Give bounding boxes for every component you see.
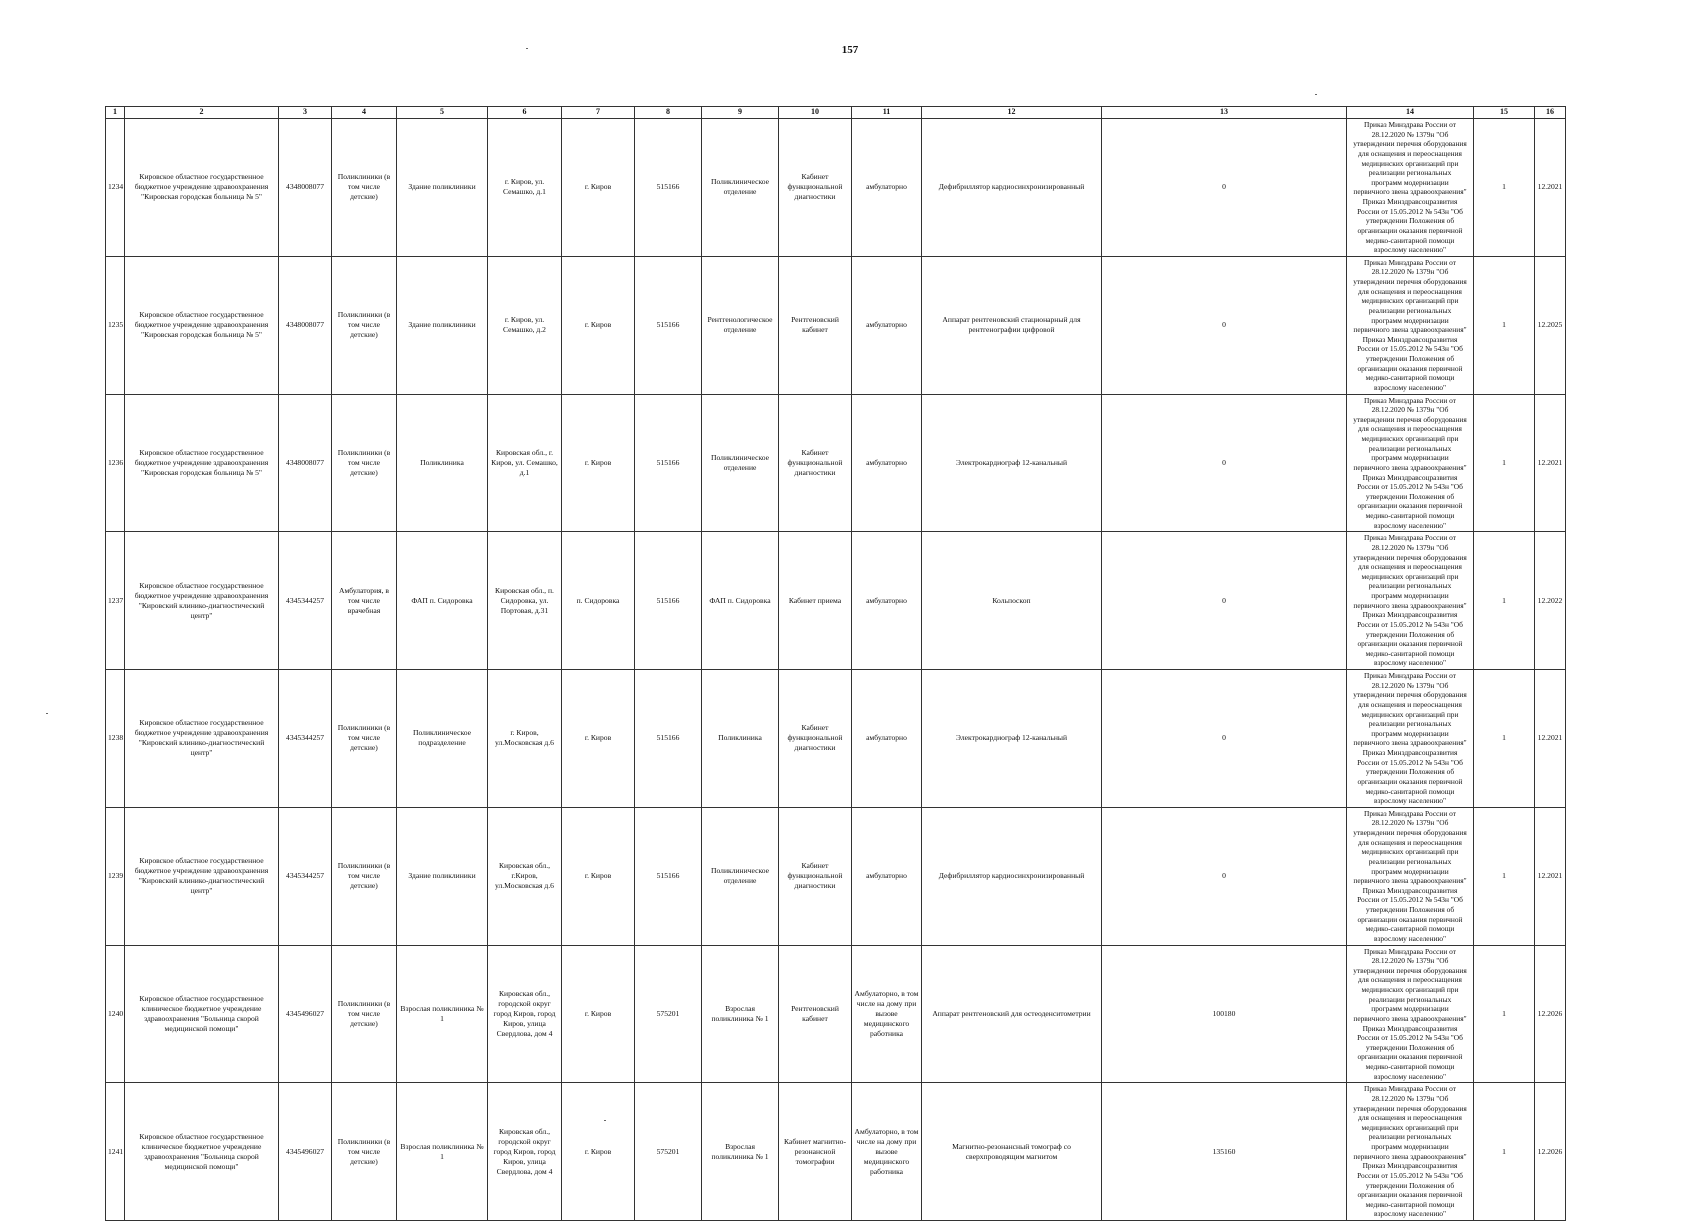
room-cell: Кабинет приема xyxy=(779,532,852,670)
quantity-cell: 0 xyxy=(1102,670,1347,808)
organization-cell: Кировское областное государственное бюджетное учреждение здравоохранения "Кировский клинико-диагностический центр" xyxy=(125,532,279,670)
count-cell: 1 xyxy=(1474,1083,1535,1221)
legal-basis-cell: Приказ Минздрава России от 28.12.2020 № 1379н "Об утверждении перечня оборудования для оснащения и переоснащения медицинских организаций при реализации региональных программ модернизации первичного звена здравоохранения" Приказ Минздравсоцразвития России от 15.05.2012 № 543н "Об утверждении Положения об организации оказания первичной медико-санитарной помощи взрослому населению" xyxy=(1347,256,1474,394)
table-row xyxy=(106,394,1566,532)
quantity-cell: 135160 xyxy=(1102,1083,1347,1221)
code-cell: 515166 xyxy=(635,532,702,670)
date-cell: 12.2022 xyxy=(1535,532,1566,670)
quantity-cell: 0 xyxy=(1102,119,1347,257)
inn-cell: 4348008077 xyxy=(279,256,332,394)
address-cell: Кировская обл., городской округ город Киров, город Киров, улица Свердлова, дом 4 xyxy=(488,945,562,1083)
inn-cell: 4348008077 xyxy=(279,394,332,532)
scan-speck xyxy=(46,713,48,714)
legal-basis-cell: Приказ Минздрава России от 28.12.2020 № 1379н "Об утверждении перечня оборудования для оснащения и переоснащения медицинских организаций при реализации региональных программ модернизации первичного звена здравоохранения" Приказ Минздравсоцразвития России от 15.05.2012 № 543н "Об утверждении Положения об организации оказания первичной медико-санитарной помощи взрослому населению" xyxy=(1347,1083,1474,1221)
equipment-cell: Дефибриллятор кардиосинхронизированный xyxy=(922,807,1102,945)
building-cell: Здание поликлиники xyxy=(397,119,488,257)
column-header-6: 6 xyxy=(488,107,562,119)
code-cell: 515166 xyxy=(635,670,702,808)
column-header-2: 2 xyxy=(125,107,279,119)
date-cell: 12.2026 xyxy=(1535,945,1566,1083)
table-header xyxy=(106,107,1566,119)
building-cell: ФАП п. Сидоровка xyxy=(397,532,488,670)
column-header-7: 7 xyxy=(562,107,635,119)
page-number: 157 xyxy=(841,44,859,56)
date-cell: 12.2021 xyxy=(1535,807,1566,945)
care-form-cell: амбулаторно xyxy=(852,670,922,808)
equipment-cell: Магнитно-резонансный томограф со сверхпроводящим магнитом xyxy=(922,1083,1102,1221)
facility-type-cell: Амбулатория, в том числе врачебная xyxy=(332,532,397,670)
column-header-10: 10 xyxy=(779,107,852,119)
room-cell: Кабинет функциональной диагностики xyxy=(779,670,852,808)
scan-speck xyxy=(526,48,528,49)
table-row xyxy=(106,119,1566,257)
settlement-cell: г. Киров xyxy=(562,1083,635,1221)
settlement-cell: г. Киров xyxy=(562,394,635,532)
organization-cell: Кировское областное государственное клиническое бюджетное учреждение здравоохранения "Больница скорой медицинской помощи" xyxy=(125,1083,279,1221)
row-number-cell: 1235 xyxy=(106,256,125,394)
care-form-cell: амбулаторно xyxy=(852,394,922,532)
organization-cell: Кировское областное государственное бюджетное учреждение здравоохранения "Кировская городская больница № 5" xyxy=(125,119,279,257)
code-cell: 515166 xyxy=(635,807,702,945)
table-row xyxy=(106,807,1566,945)
department-cell: Поликлиническое отделение xyxy=(702,394,779,532)
address-cell: Кировская обл., г. Киров, ул. Семашко, д.1 xyxy=(488,394,562,532)
date-cell: 12.2021 xyxy=(1535,119,1566,257)
equipment-cell: Аппарат рентгеновский стационарный для рентгенографии цифровой xyxy=(922,256,1102,394)
building-cell: Взрослая поликлиника № 1 xyxy=(397,1083,488,1221)
department-cell: Поликлиническое отделение xyxy=(702,807,779,945)
organization-cell: Кировское областное государственное бюджетное учреждение здравоохранения "Кировская городская больница № 5" xyxy=(125,256,279,394)
room-cell: Рентгеновский кабинет xyxy=(779,256,852,394)
column-header-12: 12 xyxy=(922,107,1102,119)
building-cell: Здание поликлиники xyxy=(397,807,488,945)
settlement-cell: г. Киров xyxy=(562,670,635,808)
code-cell: 575201 xyxy=(635,1083,702,1221)
date-cell: 12.2021 xyxy=(1535,670,1566,808)
quantity-cell: 0 xyxy=(1102,394,1347,532)
quantity-cell: 100180 xyxy=(1102,945,1347,1083)
row-number-cell: 1236 xyxy=(106,394,125,532)
department-cell: Взрослая поликлиника № 1 xyxy=(702,1083,779,1221)
column-header-3: 3 xyxy=(279,107,332,119)
room-cell: Кабинет функциональной диагностики xyxy=(779,119,852,257)
address-cell: г. Киров, ул. Семашко, д.1 xyxy=(488,119,562,257)
care-form-cell: Амбулаторно, в том числе на дому при вызове медицинского работника xyxy=(852,1083,922,1221)
date-cell: 12.2025 xyxy=(1535,256,1566,394)
row-number-cell: 1241 xyxy=(106,1083,125,1221)
inn-cell: 4345344257 xyxy=(279,532,332,670)
count-cell: 1 xyxy=(1474,532,1535,670)
legal-basis-cell: Приказ Минздрава России от 28.12.2020 № 1379н "Об утверждении перечня оборудования для оснащения и переоснащения медицинских организаций при реализации региональных программ модернизации первичного звена здравоохранения" Приказ Минздравсоцразвития России от 15.05.2012 № 543н "Об утверждении Положения об организации оказания первичной медико-санитарной помощи взрослому населению" xyxy=(1347,532,1474,670)
department-cell: ФАП п. Сидоровка xyxy=(702,532,779,670)
facility-type-cell: Поликлиники (в том числе детские) xyxy=(332,119,397,257)
organization-cell: Кировское областное государственное бюджетное учреждение здравоохранения "Кировский клинико-диагностический центр" xyxy=(125,670,279,808)
facility-type-cell: Поликлиники (в том числе детские) xyxy=(332,394,397,532)
facility-type-cell: Поликлиники (в том числе детские) xyxy=(332,670,397,808)
row-number-cell: 1240 xyxy=(106,945,125,1083)
code-cell: 515166 xyxy=(635,256,702,394)
address-cell: г. Киров, ул.Московская д.6 xyxy=(488,670,562,808)
column-header-16: 16 xyxy=(1535,107,1566,119)
column-header-9: 9 xyxy=(702,107,779,119)
column-header-14: 14 xyxy=(1347,107,1474,119)
department-cell: Поликлиника xyxy=(702,670,779,808)
count-cell: 1 xyxy=(1474,394,1535,532)
settlement-cell: г. Киров xyxy=(562,256,635,394)
organization-cell: Кировское областное государственное клиническое бюджетное учреждение здравоохранения "Больница скорой медицинской помощи" xyxy=(125,945,279,1083)
inn-cell: 4345344257 xyxy=(279,670,332,808)
legal-basis-cell: Приказ Минздрава России от 28.12.2020 № 1379н "Об утверждении перечня оборудования для оснащения и переоснащения медицинских организаций при реализации региональных программ модернизации первичного звена здравоохранения" Приказ Минздравсоцразвития России от 15.05.2012 № 543н "Об утверждении Положения об организации оказания первичной медико-санитарной помощи взрослому населению" xyxy=(1347,394,1474,532)
equipment-cell: Кольпоскоп xyxy=(922,532,1102,670)
scan-speck xyxy=(604,1120,606,1121)
care-form-cell: амбулаторно xyxy=(852,807,922,945)
code-cell: 515166 xyxy=(635,119,702,257)
table-row xyxy=(106,945,1566,1083)
row-number-cell: 1234 xyxy=(106,119,125,257)
equipment-cell: Дефибриллятор кардиосинхронизированный xyxy=(922,119,1102,257)
room-cell: Кабинет магнитно-резонансной томографии xyxy=(779,1083,852,1221)
count-cell: 1 xyxy=(1474,670,1535,808)
facility-type-cell: Поликлиники (в том числе детские) xyxy=(332,1083,397,1221)
organization-cell: Кировское областное государственное бюджетное учреждение здравоохранения "Кировский клинико-диагностический центр" xyxy=(125,807,279,945)
care-form-cell: амбулаторно xyxy=(852,119,922,257)
department-cell: Взрослая поликлиника № 1 xyxy=(702,945,779,1083)
inn-cell: 4345344257 xyxy=(279,807,332,945)
date-cell: 12.2021 xyxy=(1535,394,1566,532)
settlement-cell: г. Киров xyxy=(562,945,635,1083)
code-cell: 575201 xyxy=(635,945,702,1083)
quantity-cell: 0 xyxy=(1102,532,1347,670)
row-number-cell: 1238 xyxy=(106,670,125,808)
legal-basis-cell: Приказ Минздрава России от 28.12.2020 № 1379н "Об утверждении перечня оборудования для оснащения и переоснащения медицинских организаций при реализации региональных программ модернизации первичного звена здравоохранения" Приказ Минздравсоцразвития России от 15.05.2012 № 543н "Об утверждении Положения об организации оказания первичной медико-санитарной помощи взрослому населению" xyxy=(1347,945,1474,1083)
equipment-cell: Электрокардиограф 12-канальный xyxy=(922,670,1102,808)
care-form-cell: амбулаторно xyxy=(852,532,922,670)
column-header-1: 1 xyxy=(106,107,125,119)
building-cell: Поликлиника xyxy=(397,394,488,532)
care-form-cell: амбулаторно xyxy=(852,256,922,394)
facility-type-cell: Поликлиники (в том числе детские) xyxy=(332,945,397,1083)
table-row xyxy=(106,532,1566,670)
code-cell: 515166 xyxy=(635,394,702,532)
settlement-cell: г. Киров xyxy=(562,807,635,945)
count-cell: 1 xyxy=(1474,119,1535,257)
column-header-5: 5 xyxy=(397,107,488,119)
department-cell: Поликлиническое отделение xyxy=(702,119,779,257)
table-row xyxy=(106,670,1566,808)
building-cell: Поликлиническое подразделение xyxy=(397,670,488,808)
equipment-table xyxy=(105,106,1566,1221)
building-cell: Здание поликлиники xyxy=(397,256,488,394)
inn-cell: 4345496027 xyxy=(279,945,332,1083)
address-cell: г. Киров, ул. Семашко, д.2 xyxy=(488,256,562,394)
equipment-table-container xyxy=(105,106,1565,1221)
column-header-11: 11 xyxy=(852,107,922,119)
settlement-cell: п. Сидоровка xyxy=(562,532,635,670)
count-cell: 1 xyxy=(1474,256,1535,394)
column-header-13: 13 xyxy=(1102,107,1347,119)
inn-cell: 4345496027 xyxy=(279,1083,332,1221)
settlement-cell: г. Киров xyxy=(562,119,635,257)
row-number-cell: 1237 xyxy=(106,532,125,670)
table-body xyxy=(106,119,1566,1221)
facility-type-cell: Поликлиники (в том числе детские) xyxy=(332,256,397,394)
room-cell: Кабинет функциональной диагностики xyxy=(779,394,852,532)
care-form-cell: Амбулаторно, в том числе на дому при вызове медицинского работника xyxy=(852,945,922,1083)
address-cell: Кировская обл., п. Сидоровка, ул. Портовая, д.31 xyxy=(488,532,562,670)
quantity-cell: 0 xyxy=(1102,256,1347,394)
organization-cell: Кировское областное государственное бюджетное учреждение здравоохранения "Кировская городская больница № 5" xyxy=(125,394,279,532)
count-cell: 1 xyxy=(1474,945,1535,1083)
legal-basis-cell: Приказ Минздрава России от 28.12.2020 № 1379н "Об утверждении перечня оборудования для оснащения и переоснащения медицинских организаций при реализации региональных программ модернизации первичного звена здравоохранения" Приказ Минздравсоцразвития России от 15.05.2012 № 543н "Об утверждении Положения об организации оказания первичной медико-санитарной помощи взрослому населению" xyxy=(1347,670,1474,808)
date-cell: 12.2026 xyxy=(1535,1083,1566,1221)
building-cell: Взрослая поликлиника № 1 xyxy=(397,945,488,1083)
address-cell: Кировская обл., г.Киров, ул.Московская д.6 xyxy=(488,807,562,945)
column-header-8: 8 xyxy=(635,107,702,119)
row-number-cell: 1239 xyxy=(106,807,125,945)
column-header-15: 15 xyxy=(1474,107,1535,119)
legal-basis-cell: Приказ Минздрава России от 28.12.2020 № 1379н "Об утверждении перечня оборудования для оснащения и переоснащения медицинских организаций при реализации региональных программ модернизации первичного звена здравоохранения" Приказ Минздравсоцразвития России от 15.05.2012 № 543н "Об утверждении Положения об организации оказания первичной медико-санитарной помощи взрослому населению" xyxy=(1347,807,1474,945)
column-header-4: 4 xyxy=(332,107,397,119)
quantity-cell: 0 xyxy=(1102,807,1347,945)
header-row xyxy=(106,107,1566,119)
room-cell: Рентгеновский кабинет xyxy=(779,945,852,1083)
inn-cell: 4348008077 xyxy=(279,119,332,257)
room-cell: Кабинет функциональной диагностики xyxy=(779,807,852,945)
address-cell: Кировская обл., городской округ город Киров, город Киров, улица Свердлова, дом 4 xyxy=(488,1083,562,1221)
legal-basis-cell: Приказ Минздрава России от 28.12.2020 № 1379н "Об утверждении перечня оборудования для оснащения и переоснащения медицинских организаций при реализации региональных программ модернизации первичного звена здравоохранения" Приказ Минздравсоцразвития России от 15.05.2012 № 543н "Об утверждении Положения об организации оказания первичной медико-санитарной помощи взрослому населению" xyxy=(1347,119,1474,257)
equipment-cell: Аппарат рентгеновский для остеоденситометрии xyxy=(922,945,1102,1083)
equipment-cell: Электрокардиограф 12-канальный xyxy=(922,394,1102,532)
table-row xyxy=(106,256,1566,394)
department-cell: Рентгенологическое отделение xyxy=(702,256,779,394)
count-cell: 1 xyxy=(1474,807,1535,945)
facility-type-cell: Поликлиники (в том числе детские) xyxy=(332,807,397,945)
scan-speck xyxy=(1315,94,1317,95)
